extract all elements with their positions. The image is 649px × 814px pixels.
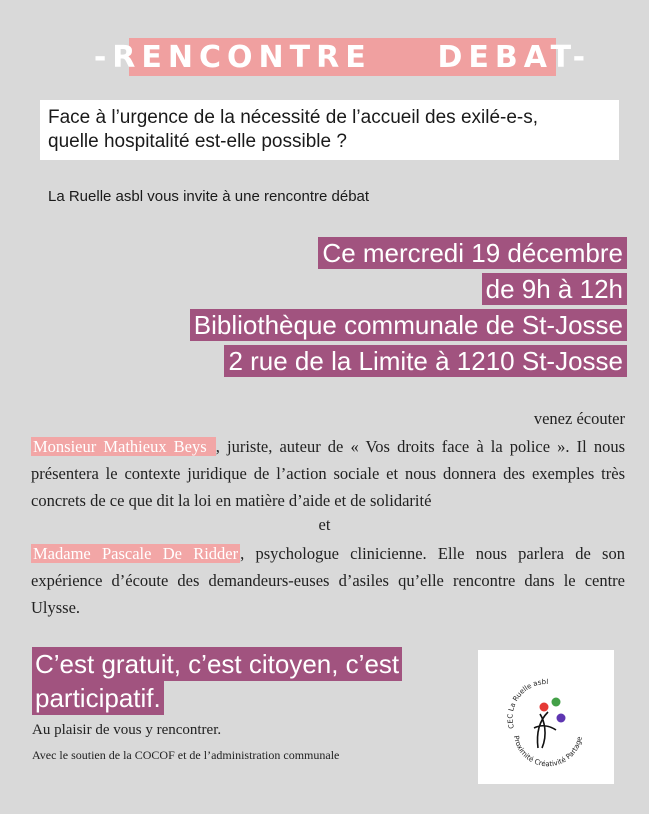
speaker-1-paragraph xyxy=(31,433,625,514)
event-venue: Bibliothèque communale de St-Josse xyxy=(190,309,627,341)
question-box xyxy=(40,100,619,160)
event-title-banner: -RENCONTRE DEBAT- xyxy=(93,39,592,75)
logo-green-dot xyxy=(552,698,561,707)
speaker-2-name: Madame Pascale De Ridder xyxy=(33,544,239,563)
logo-box xyxy=(478,650,614,784)
logo-figure-strokes xyxy=(534,712,556,748)
invite-text: La Ruelle asbl vous invite à une rencontre débat xyxy=(48,188,370,205)
event-address: 2 rue de la Limite à 1210 St-Josse xyxy=(224,345,627,377)
logo-purple-dot xyxy=(557,714,566,723)
event-date: Ce mercredi 19 décembre xyxy=(318,237,627,269)
speaker-1-name: Monsieur Mathieux Beys xyxy=(33,437,214,456)
slogan-line-2: participatif. xyxy=(32,681,164,715)
closing-text: Au plaisir de vous y rencontrer. xyxy=(32,722,222,738)
question-line-2: quelle hospitalité est-elle possible ? xyxy=(48,131,347,152)
speaker-1-description: , juriste, auteur de « Vos droits face à la police ». Il nous présentera le contexte juridique de l’action sociale et nous donnera des exemples très concrets de ce que dit la loi en matière d’aide et de solidarité xyxy=(31,437,625,510)
speaker-2-description: , psychologue clinicienne. Elle nous parlera de son expérience d’écoute des demandeurs-euses d’asiles qu’elle rencontre dans le centre Ulysse. xyxy=(31,544,625,617)
support-text: Avec le soutien de la COCOF et de l’administration communale xyxy=(32,748,340,762)
and-text: et xyxy=(318,515,331,534)
logo-red-dot xyxy=(540,703,549,712)
question-line-1: Face à l’urgence de la nécessité de l’accueil des exilé-e-s, xyxy=(48,107,539,128)
svg-text:Proximité Créativité Partage xyxy=(512,735,584,768)
la-ruelle-logo xyxy=(478,650,614,784)
slogan-line-1: C’est gratuit, c’est citoyen, c’est xyxy=(32,647,402,681)
event-time: de 9h à 12h xyxy=(482,273,627,305)
speakers-intro: venez écouter xyxy=(533,409,625,428)
logo-top-text: CEC La Ruelle asbl xyxy=(506,677,549,730)
logo-bottom-text: Proximité Créativité Partage xyxy=(511,734,584,769)
speaker-2-paragraph xyxy=(31,540,625,621)
